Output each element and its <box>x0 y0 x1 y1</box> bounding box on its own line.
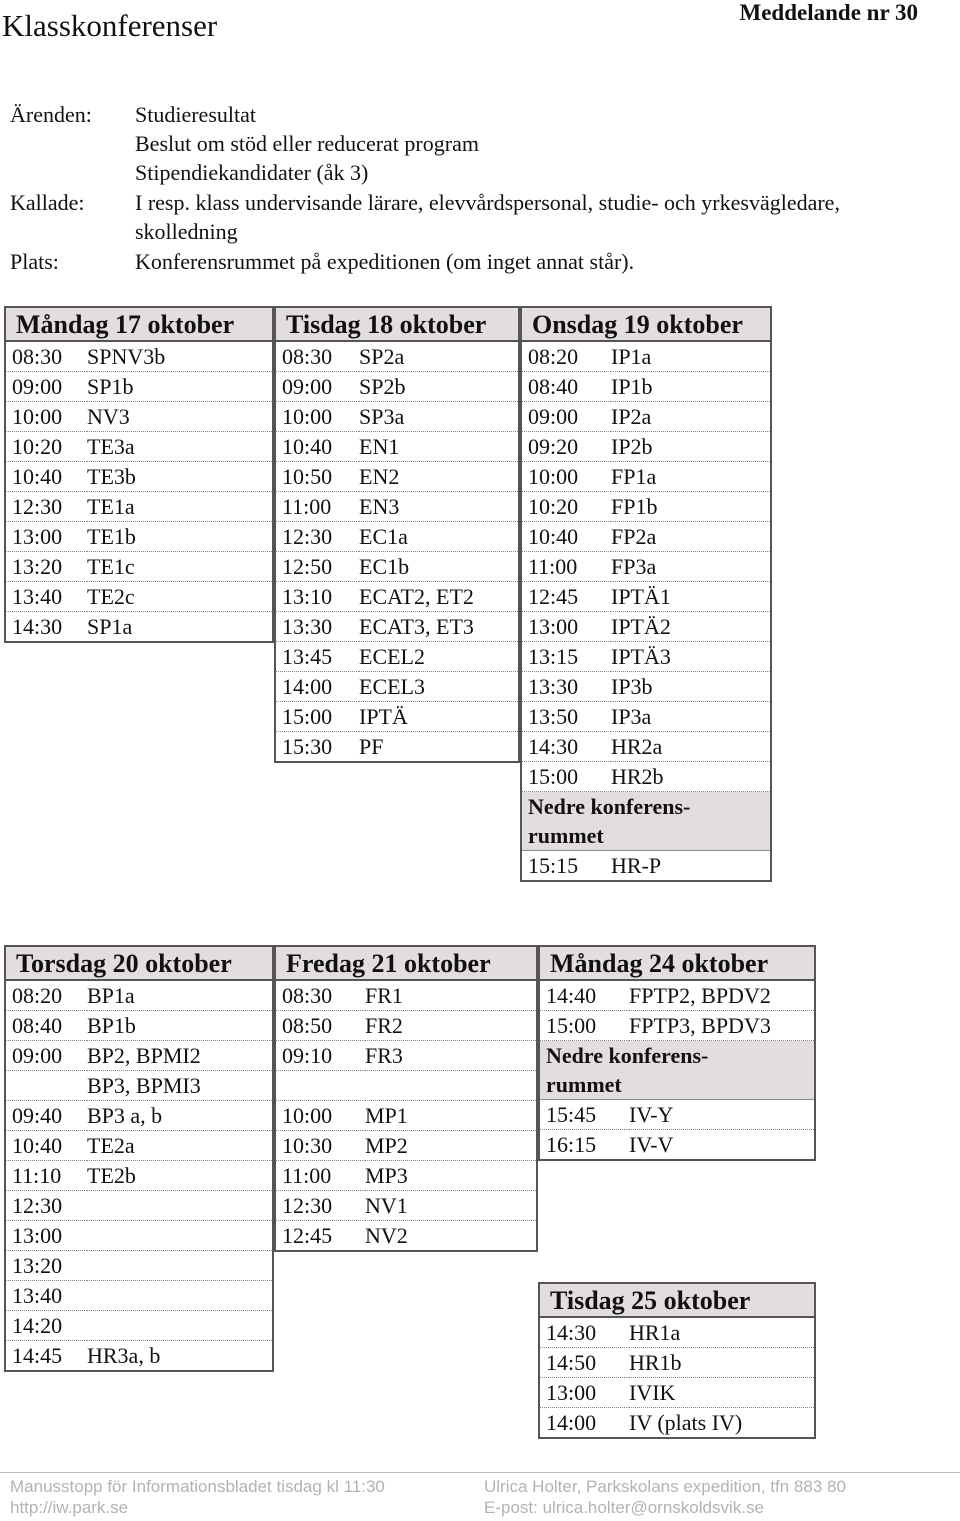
schedule-row <box>275 642 519 672</box>
schedule-row <box>5 1071 273 1101</box>
class-cell: EC1b <box>359 552 519 582</box>
time-cell: 08:20 <box>5 980 87 1011</box>
class-cell: FP1a <box>611 462 771 492</box>
deadline-text: Manusstopp för Informationsbladet tisdag kl 11:30 <box>10 1477 385 1496</box>
class-cell: HR2b <box>611 762 771 792</box>
schedule-row <box>275 1071 537 1101</box>
schedule-row <box>275 1011 537 1041</box>
class-cell: IPTÄ3 <box>611 642 771 672</box>
day-heading: Måndag 17 oktober <box>5 307 273 341</box>
class-cell: TE2c <box>87 582 273 612</box>
schedule-row <box>539 1408 815 1439</box>
class-cell: MP3 <box>365 1161 537 1191</box>
class-cell <box>87 1191 273 1221</box>
class-cell: ECAT3, ET3 <box>359 612 519 642</box>
schedule-row <box>521 732 771 762</box>
time-cell: 08:40 <box>5 1011 87 1041</box>
time-cell: 11:10 <box>5 1161 87 1191</box>
schedule-mandag-17 <box>4 306 274 643</box>
schedule-row <box>275 552 519 582</box>
schedule-fredag-21 <box>274 945 538 1252</box>
class-cell: FPTP2, BPDV2 <box>629 980 815 1011</box>
time-cell: 15:00 <box>275 702 359 732</box>
class-cell: IV (plats IV) <box>629 1409 743 1435</box>
contact-text: Ulrica Holter, Parkskolans expedition, tfn 883 80 <box>484 1477 846 1496</box>
class-cell: SP2b <box>359 372 519 402</box>
class-cell: HR-P <box>611 852 662 878</box>
notice-number: Meddelande nr 30 <box>739 0 918 25</box>
time-cell: 11:00 <box>521 552 611 582</box>
class-cell: NV3 <box>87 402 273 432</box>
schedule-row <box>521 372 771 402</box>
time-cell: 12:45 <box>282 1222 333 1248</box>
class-cell: BP3 a, b <box>87 1101 273 1131</box>
time-cell: 14:30 <box>12 613 63 639</box>
time-cell: 10:00 <box>275 1101 365 1131</box>
schedule-row <box>275 372 519 402</box>
footer-left <box>10 1476 385 1518</box>
class-cell <box>87 1281 273 1311</box>
class-cell: PF <box>359 733 384 759</box>
schedule-row <box>5 582 273 612</box>
schedule-row <box>521 432 771 462</box>
class-cell: IP3a <box>611 702 771 732</box>
page-title: Klasskonferenser <box>2 8 218 43</box>
schedule-row <box>521 702 771 732</box>
schedule-row <box>5 552 273 582</box>
class-cell: IP2a <box>611 402 771 432</box>
class-cell: HR1a <box>629 1317 815 1348</box>
schedule-row <box>5 402 273 432</box>
time-cell: 12:30 <box>275 1191 365 1221</box>
schedule-row <box>521 552 771 582</box>
class-cell: NV1 <box>365 1191 537 1221</box>
plats-value: Konferensrummet på expeditionen (om inget annat står). <box>135 249 635 274</box>
class-cell: BP1b <box>87 1011 273 1041</box>
schedule-row <box>5 1161 273 1191</box>
schedule-row <box>275 1041 537 1071</box>
class-cell: IP3b <box>611 672 771 702</box>
class-cell: EN2 <box>359 462 519 492</box>
class-cell: ECAT2, ET2 <box>359 582 519 612</box>
schedule-row <box>275 732 519 763</box>
schedule-row <box>275 672 519 702</box>
time-cell: 13:00 <box>521 612 611 642</box>
class-cell: TE3b <box>87 462 273 492</box>
time-cell: 14:00 <box>275 672 359 702</box>
schedule-row <box>275 702 519 732</box>
schedule-row <box>5 1011 273 1041</box>
time-cell: 09:00 <box>5 372 87 402</box>
time-cell: 13:00 <box>5 522 87 552</box>
schedule-row <box>539 1130 815 1161</box>
schedule-tisdag-18 <box>274 306 520 763</box>
schedule-row <box>521 612 771 642</box>
time-cell: 12:30 <box>275 522 359 552</box>
schedule-row <box>275 1191 537 1221</box>
plats-label: Plats: <box>10 249 59 274</box>
schedule-row <box>275 1101 537 1131</box>
time-cell: 12:50 <box>275 552 359 582</box>
schedule-row <box>521 642 771 672</box>
class-cell: SPNV3b <box>87 341 273 372</box>
class-cell: ECEL2 <box>359 642 519 672</box>
schedule-row <box>521 851 771 882</box>
class-cell: FR1 <box>365 980 537 1011</box>
location-note: Nedre konferens- rummet <box>521 792 771 851</box>
time-cell: 13:30 <box>521 672 611 702</box>
class-cell: BP2, BPMI2 <box>87 1041 273 1071</box>
schedule-row <box>275 1131 537 1161</box>
class-cell: HR3a, b <box>87 1342 161 1368</box>
schedule-row <box>5 372 273 402</box>
time-cell: 12:30 <box>5 1191 87 1221</box>
class-cell: TE2a <box>87 1131 273 1161</box>
time-cell: 15:30 <box>282 733 333 759</box>
time-cell: 10:40 <box>521 522 611 552</box>
schedule-row <box>275 522 519 552</box>
time-cell: 13:20 <box>5 552 87 582</box>
class-cell: FR3 <box>365 1041 537 1071</box>
kallade-line: I resp. klass undervisande lärare, elevvårdspersonal, studie- och yrkesvägledare, <box>135 190 840 215</box>
schedule-row <box>5 1191 273 1221</box>
time-cell <box>5 1071 87 1101</box>
schedule-onsdag-19 <box>520 306 772 882</box>
schedule-mandag-24 <box>538 945 816 1161</box>
class-cell: SP1a <box>87 613 133 639</box>
class-cell: MP2 <box>365 1131 537 1161</box>
class-cell: FR2 <box>365 1011 537 1041</box>
class-cell: ECEL3 <box>359 672 519 702</box>
schedule-row <box>521 462 771 492</box>
time-cell: 13:40 <box>5 582 87 612</box>
arenden-item: Beslut om stöd eller reducerat program <box>135 131 479 156</box>
class-cell: SP2a <box>359 341 519 372</box>
schedule-row <box>539 980 815 1011</box>
class-cell: FP1b <box>611 492 771 522</box>
schedule-row <box>275 582 519 612</box>
class-cell: EN3 <box>359 492 519 522</box>
schedule-row <box>5 522 273 552</box>
schedule-row <box>275 462 519 492</box>
arenden-item: Studieresultat <box>135 102 256 127</box>
day-heading: Fredag 21 oktober <box>275 946 537 980</box>
time-cell: 08:30 <box>275 980 365 1011</box>
class-cell: HR1b <box>629 1348 815 1378</box>
schedule-row <box>539 1100 815 1130</box>
time-cell: 14:40 <box>539 980 629 1011</box>
time-cell: 08:50 <box>275 1011 365 1041</box>
time-cell: 13:45 <box>275 642 359 672</box>
time-cell: 10:40 <box>5 1131 87 1161</box>
class-cell: IV-Y <box>629 1100 815 1130</box>
time-cell: 13:50 <box>521 702 611 732</box>
class-cell: TE2b <box>87 1161 273 1191</box>
schedule-row <box>5 1251 273 1281</box>
time-cell: 15:15 <box>528 852 579 878</box>
schedule-row <box>5 432 273 462</box>
class-cell: IVIK <box>629 1378 815 1408</box>
schedule-row <box>521 582 771 612</box>
class-cell: TE3a <box>87 432 273 462</box>
time-cell: 13:10 <box>275 582 359 612</box>
schedule-row <box>275 1161 537 1191</box>
time-cell: 10:50 <box>275 462 359 492</box>
kallade-line: skolledning <box>135 219 238 244</box>
time-cell: 10:00 <box>521 462 611 492</box>
time-cell: 08:30 <box>275 341 359 372</box>
location-note-row <box>521 792 771 851</box>
time-cell: 14:30 <box>521 732 611 762</box>
class-cell: IP2b <box>611 432 771 462</box>
footer-divider <box>0 1472 960 1473</box>
class-cell: FPTP3, BPDV3 <box>629 1011 815 1041</box>
schedule-row <box>539 1378 815 1408</box>
schedule-row <box>539 1011 815 1041</box>
time-cell: 09:00 <box>275 372 359 402</box>
arenden-label: Ärenden: <box>10 102 92 127</box>
class-cell: IP1a <box>611 341 771 372</box>
time-cell: 14:00 <box>546 1409 597 1435</box>
class-cell: BP3, BPMI3 <box>87 1071 273 1101</box>
footer-right <box>484 1476 846 1518</box>
schedule-row <box>521 402 771 432</box>
class-cell: IP1b <box>611 372 771 402</box>
day-heading: Måndag 24 oktober <box>539 946 815 980</box>
day-heading: Tisdag 25 oktober <box>539 1283 815 1317</box>
class-cell <box>87 1251 273 1281</box>
schedule-row <box>275 492 519 522</box>
class-cell: BP1a <box>87 980 273 1011</box>
schedule-row <box>5 341 273 372</box>
schedule-row <box>521 672 771 702</box>
schedule-row <box>5 612 273 643</box>
time-cell: 08:40 <box>521 372 611 402</box>
class-cell: SP1b <box>87 372 273 402</box>
time-cell: 10:20 <box>5 432 87 462</box>
schedule-row <box>275 402 519 432</box>
schedule-row <box>521 762 771 792</box>
time-cell: 10:20 <box>521 492 611 522</box>
schedule-row <box>275 612 519 642</box>
class-cell: FP2a <box>611 522 771 552</box>
time-cell: 09:40 <box>5 1101 87 1131</box>
time-cell: 09:10 <box>275 1041 365 1071</box>
schedule-row <box>5 1041 273 1071</box>
email-link[interactable]: E-post: ulrica.holter@ornskoldsvik.se <box>484 1498 764 1517</box>
day-heading: Tisdag 18 oktober <box>275 307 519 341</box>
time-cell: 11:00 <box>275 492 359 522</box>
time-cell: 10:00 <box>5 402 87 432</box>
schedule-row <box>521 522 771 552</box>
class-cell <box>87 1221 273 1251</box>
schedule-row <box>5 980 273 1011</box>
schedule-torsdag-20 <box>4 945 274 1372</box>
class-cell: HR2a <box>611 732 771 762</box>
schedule-row <box>275 341 519 372</box>
class-cell: MP1 <box>365 1101 537 1131</box>
day-heading: Torsdag 20 oktober <box>5 946 273 980</box>
time-cell: 14:45 <box>12 1342 63 1368</box>
schedule-tisdag-25 <box>538 1282 816 1439</box>
schedule-row <box>5 1341 273 1372</box>
location-note-row <box>539 1041 815 1100</box>
class-cell: IPTÄ2 <box>611 612 771 642</box>
time-cell: 13:15 <box>521 642 611 672</box>
class-cell: TE1a <box>87 492 273 522</box>
day-heading: Onsdag 19 oktober <box>521 307 771 341</box>
time-cell: 10:40 <box>5 462 87 492</box>
class-cell: IPTÄ <box>359 702 519 732</box>
time-cell: 13:40 <box>5 1281 87 1311</box>
time-cell: 12:45 <box>521 582 611 612</box>
time-cell: 16:15 <box>546 1131 597 1157</box>
schedule-row <box>5 1311 273 1341</box>
schedule-row <box>539 1317 815 1348</box>
schedule-row <box>5 492 273 522</box>
class-cell: TE1b <box>87 522 273 552</box>
schedule-row <box>275 980 537 1011</box>
time-cell: 09:00 <box>5 1041 87 1071</box>
class-cell <box>365 1071 537 1101</box>
class-cell <box>87 1311 273 1341</box>
schedule-row <box>521 341 771 372</box>
time-cell <box>275 1071 365 1101</box>
class-cell: TE1c <box>87 552 273 582</box>
time-cell: 08:30 <box>5 341 87 372</box>
schedule-row <box>539 1348 815 1378</box>
time-cell: 13:20 <box>5 1251 87 1281</box>
schedule-row <box>5 1281 273 1311</box>
time-cell: 10:00 <box>275 402 359 432</box>
class-cell: FP3a <box>611 552 771 582</box>
arenden-item: Stipendiekandidater (åk 3) <box>135 160 369 185</box>
schedule-row <box>275 432 519 462</box>
kallade-label: Kallade: <box>10 190 85 215</box>
class-cell: EC1a <box>359 522 519 552</box>
website-link[interactable]: http://iw.park.se <box>10 1498 129 1517</box>
time-cell: 08:20 <box>521 341 611 372</box>
schedule-row <box>5 1221 273 1251</box>
time-cell: 14:20 <box>5 1311 87 1341</box>
location-note: Nedre konferens- rummet <box>539 1041 815 1100</box>
class-cell: EN1 <box>359 432 519 462</box>
time-cell: 14:50 <box>539 1348 629 1378</box>
schedule-row <box>521 492 771 522</box>
class-cell: SP3a <box>359 402 519 432</box>
time-cell: 13:00 <box>5 1221 87 1251</box>
time-cell: 15:00 <box>539 1011 629 1041</box>
time-cell: 14:30 <box>539 1317 629 1348</box>
class-cell: IV-V <box>629 1131 674 1157</box>
time-cell: 09:00 <box>521 402 611 432</box>
time-cell: 13:00 <box>539 1378 629 1408</box>
schedule-row <box>5 1131 273 1161</box>
time-cell: 11:00 <box>275 1161 365 1191</box>
schedule-row <box>5 462 273 492</box>
time-cell: 12:30 <box>5 492 87 522</box>
time-cell: 13:30 <box>275 612 359 642</box>
schedule-row <box>5 1101 273 1131</box>
class-cell: NV2 <box>365 1222 408 1248</box>
time-cell: 15:00 <box>521 762 611 792</box>
class-cell: IPTÄ1 <box>611 582 771 612</box>
time-cell: 09:20 <box>521 432 611 462</box>
time-cell: 10:40 <box>275 432 359 462</box>
time-cell: 10:30 <box>275 1131 365 1161</box>
time-cell: 15:45 <box>539 1100 629 1130</box>
schedule-row <box>275 1221 537 1252</box>
